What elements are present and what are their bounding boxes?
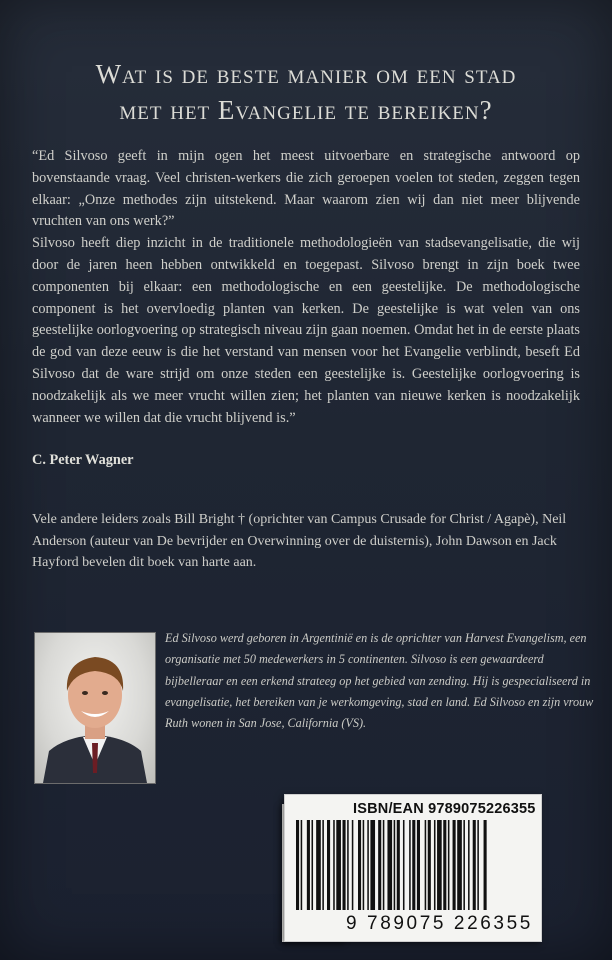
heading-line-2: met het Evangelie te bereiken? — [119, 95, 493, 125]
barcode-bar — [352, 820, 354, 910]
barcode-bar — [358, 820, 361, 910]
barcode-bar — [397, 820, 400, 910]
barcode-bar — [484, 820, 487, 910]
barcode-bar — [434, 820, 436, 910]
barcode-bar — [417, 820, 420, 910]
barcode-bar — [347, 820, 349, 910]
barcode-bar — [425, 820, 427, 910]
barcode-bar — [453, 820, 456, 910]
quote-author: C. Peter Wagner — [32, 452, 134, 468]
barcode-bar — [383, 820, 385, 910]
barcode-bar — [363, 820, 365, 910]
barcode-bar — [428, 820, 431, 910]
barcode-bar — [312, 820, 314, 910]
barcode-bar — [322, 820, 324, 910]
barcode-bar — [378, 820, 381, 910]
barcode — [296, 820, 534, 912]
other-endorsements: Vele andere leiders zoals Bill Bright † (oprichter van Campus Crusade for Christ / Agapè), Neil Anderson (auteur van De bevrijder en Overwinning over de duisternis), John Dawson en Jack Hayford bevelen dit boek van harte aan. — [32, 512, 567, 570]
barcode-bar — [370, 820, 375, 910]
barcode-bar — [301, 820, 303, 910]
author-bio: Ed Silvoso werd geboren in Argentinië en is de oprichter van Harvest Evangelism, een organisatie met 50 medewerkers in 5 continenten. Silvoso is een gewaardeerd bijbelleraar en een erkend strateeg op het gebied van zending. Hij is gespecialiseerd in evangelisatie, het bereiken van je werkomgeving, stad en land. Ed Silvoso en zijn vrouw Ruth wonen in San Jose, California (VS). — [165, 631, 594, 731]
barcode-bar — [437, 820, 442, 910]
barcode-bar — [343, 820, 346, 910]
barcode-bar — [403, 820, 405, 910]
barcode-bar — [327, 820, 330, 910]
endorsement-quote — [32, 146, 580, 429]
barcode-number: 9 789075 226355 — [346, 913, 533, 934]
barcode-bar — [457, 820, 462, 910]
barcode-bar — [443, 820, 446, 910]
quote-paragraph-2: Silvoso heeft diep inzicht in de traditionele methodologieën van stadsevangelisatie, die wij door de jaren heen hebben ontwikkeld en toegepast. Silvoso brengt in zijn boek twee componenten bij elkaar: een methodologische en een geestelijke. De methodologische component is het overvloedig planten van kerken. De geestelijke is wat velen van ons geestelijke oorlogvoering op strategisch niveau zijn gaan noemen. Omdat het in de eerste plaats de god van deze eeuw is die het verstand van mensen voor het Evangelie verblindt, beseft Ed Silvoso dat de ware strijd om onze steden een geestelijke is. Geestelijke oorlogvoering is noodzakelijk als we meer vrucht willen zien; het planten van nieuwe kerken is noodzakelijk wanneer we willen dat die vrucht blijvend is.” — [32, 235, 580, 426]
isbn-label: ISBN/EAN 9789075226355 — [353, 801, 536, 817]
author-photo — [34, 632, 156, 784]
barcode-bar — [336, 820, 341, 910]
barcode-bar — [296, 820, 299, 910]
quote-paragraph-1: “Ed Silvoso geeft in mijn ogen het meest uitvoerbare en strategische antwoord op bovenstaande vraag. Veel christen-werkers die zich geroepen voelen tot steden, zeggen tegen elkaar: „Onze methodes zijn uitstekend. Maar waarom zien wij dan niet meer blijvende vruchten van ons werk?” — [32, 148, 580, 230]
barcode-bar — [333, 820, 335, 910]
barcode-bar — [477, 820, 479, 910]
barcode-bar — [316, 820, 321, 910]
barcode-bar — [307, 820, 310, 910]
barcode-bar — [412, 820, 415, 910]
barcode-bar — [367, 820, 369, 910]
barcode-bar — [463, 820, 465, 910]
barcode-bar — [387, 820, 392, 910]
barcode-bar — [394, 820, 396, 910]
barcode-bar — [468, 820, 470, 910]
cover-heading — [30, 56, 582, 128]
barcode-bar — [409, 820, 411, 910]
heading-line-1: Wat is de beste manier om een stad — [95, 59, 517, 89]
author-portrait-illustration — [35, 633, 155, 783]
barcode-bar — [473, 820, 476, 910]
barcode-bar — [448, 820, 450, 910]
